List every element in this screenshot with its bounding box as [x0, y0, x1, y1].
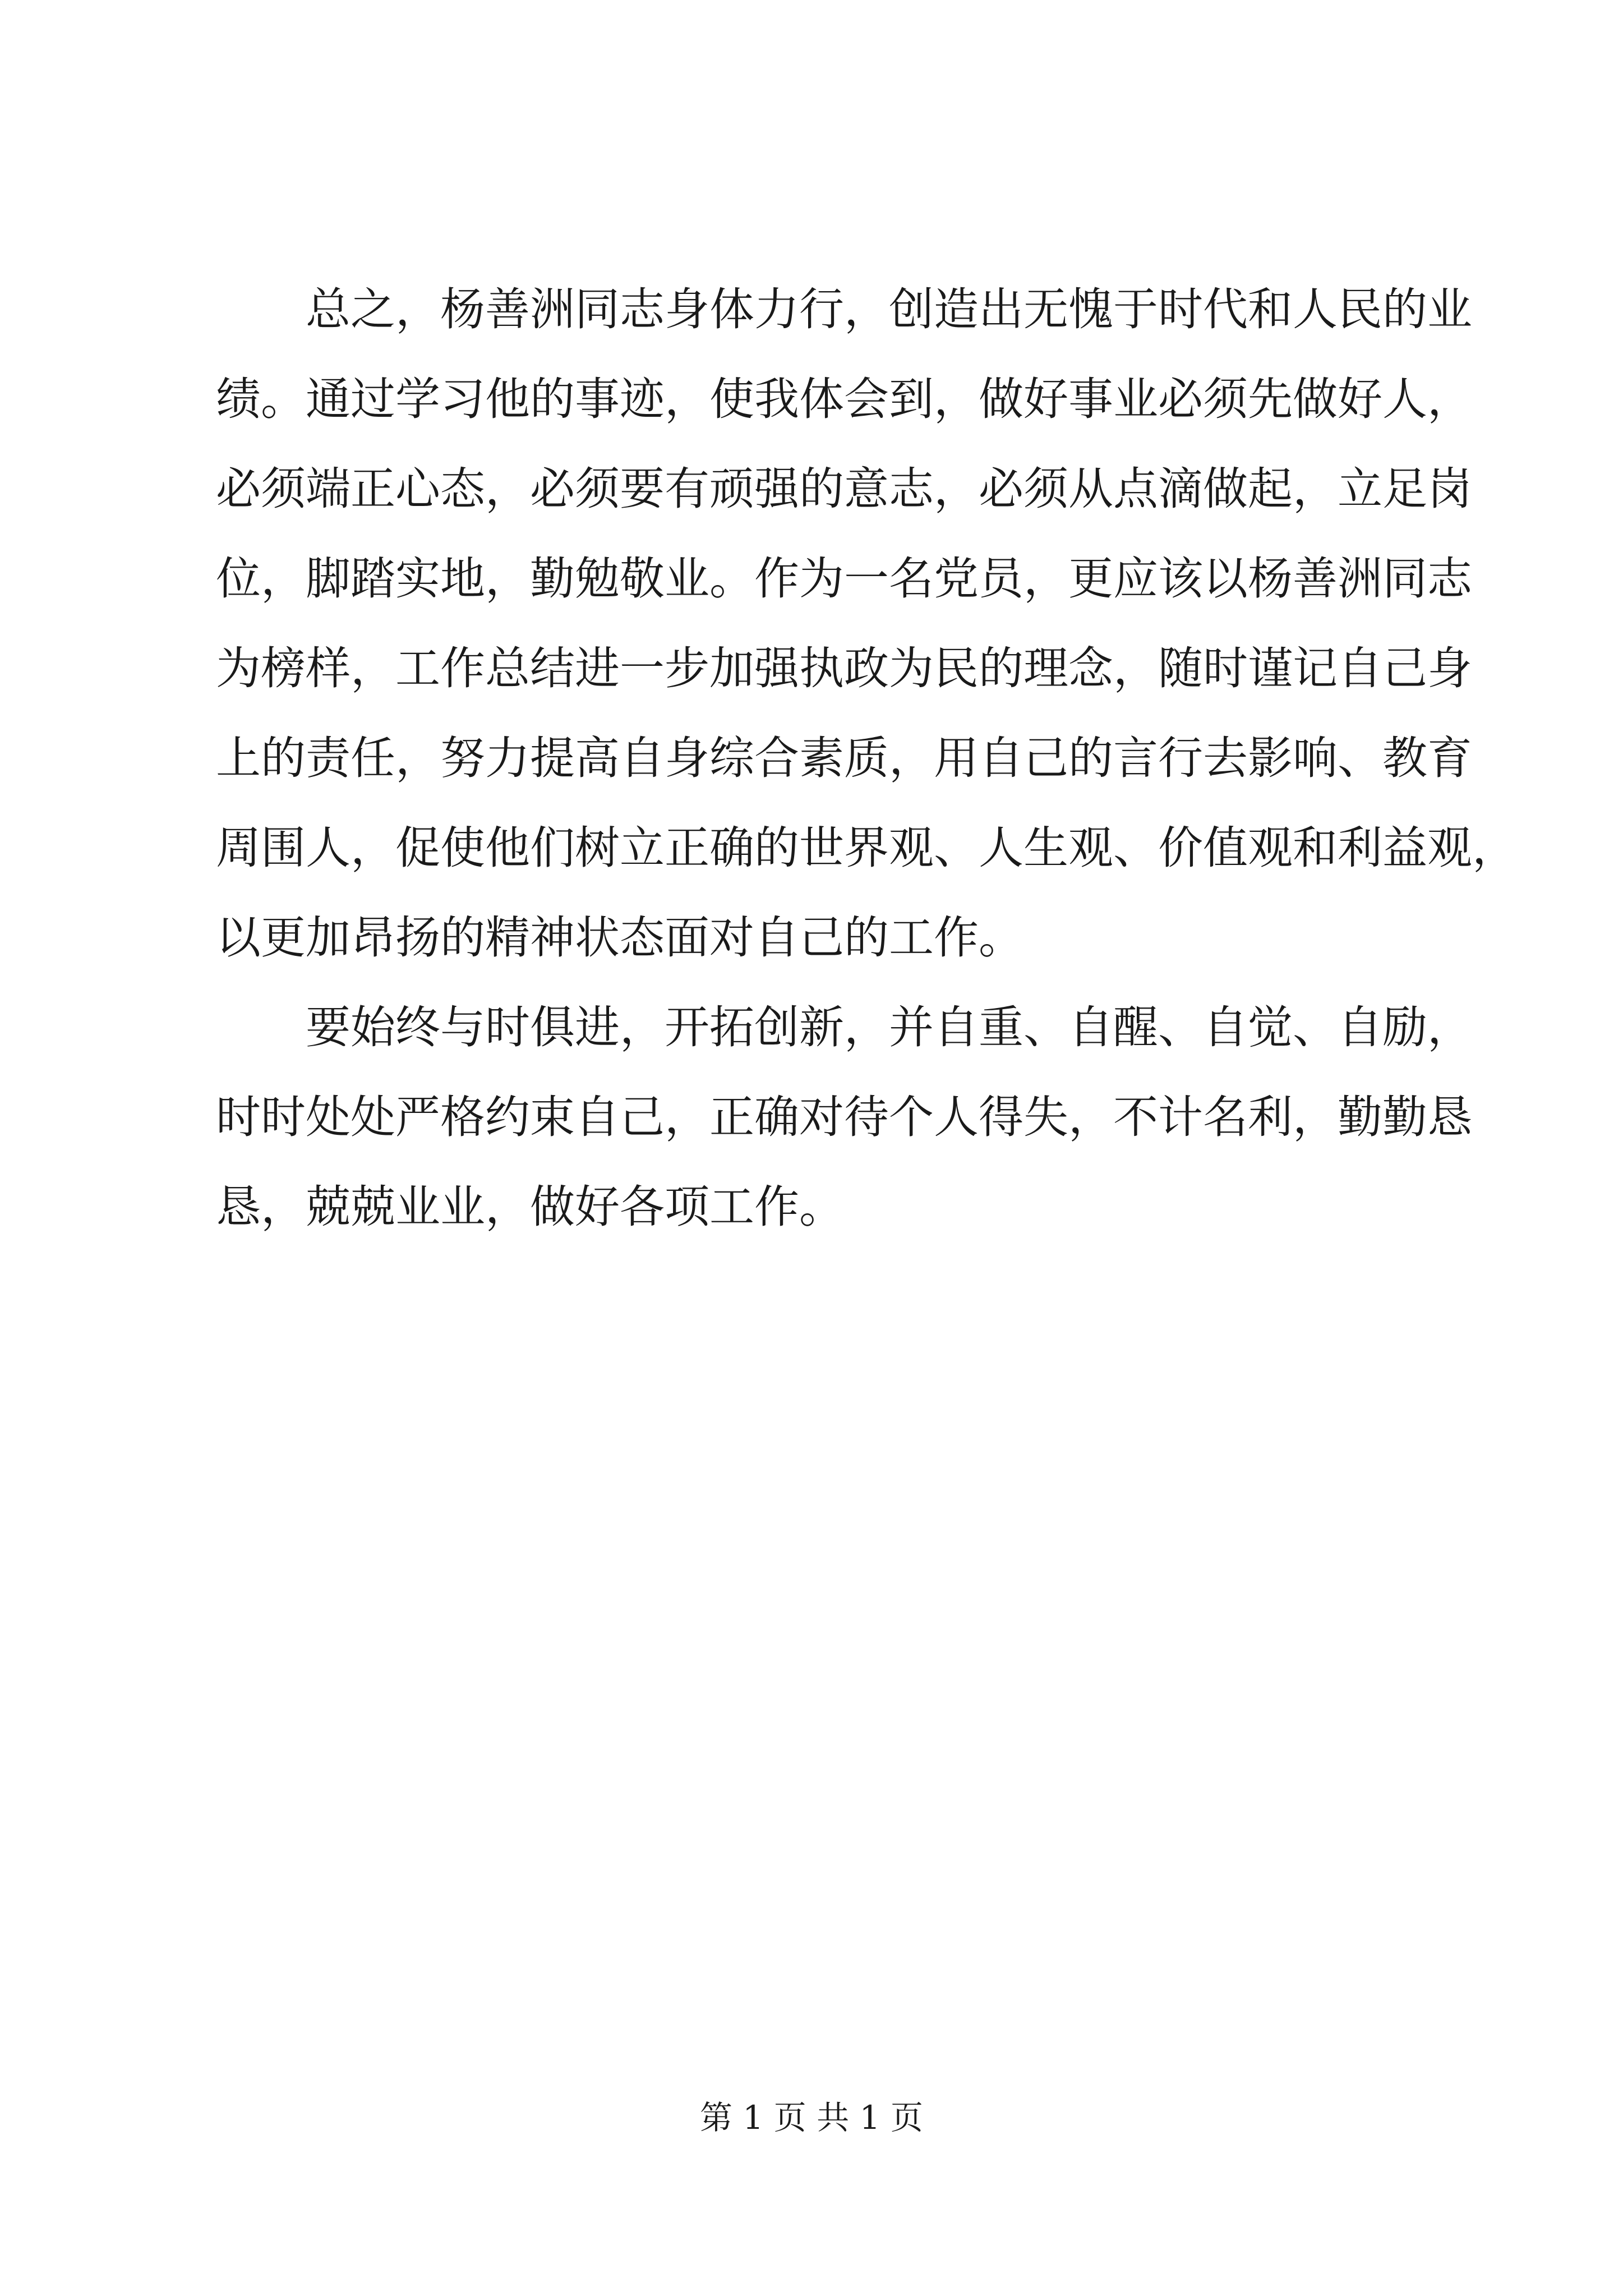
page-footer: 第 1 页 共 1 页 [700, 2099, 923, 2137]
paragraph-1-line-1: 总之，杨善洲同志身体力行，创造出无愧于时代和人民的业 [306, 283, 1472, 335]
paragraph-1-line-7: 周围人，促使他们树立正确的世界观、人生观、价值观和利益观， [216, 822, 1517, 874]
paragraph-2-line-3: 恳，兢兢业业，做好各项工作。 [216, 1181, 844, 1233]
paragraph-2-line-2: 时时处处严格约束自己，正确对待个人得失，不计名利，勤勤恳 [216, 1091, 1472, 1143]
paragraph-1 [216, 265, 1517, 983]
paragraph-2-line-1: 要始终与时俱进，开拓创新，并自重、自醒、自觉、自励， [306, 1001, 1472, 1053]
paragraph-1-line-8: 以更加昂扬的精神状态面对自己的工作。 [216, 912, 1023, 964]
paragraph-1-line-4: 位，脚踏实地，勤勉敬业。作为一名党员，更应该以杨善洲同志 [216, 553, 1472, 605]
paragraph-1-line-3: 必须端正心态，必须要有顽强的意志，必须从点滴做起，立足岗 [216, 463, 1472, 515]
document-body [216, 265, 1517, 1252]
paragraph-1-line-5: 为榜样，工作总结进一步加强执政为民的理念，随时谨记自己身 [216, 642, 1472, 694]
paragraph-1-line-6: 上的责任，努力提高自身综合素质，用自己的言行去影响、教育 [216, 732, 1472, 784]
paragraph-2 [216, 983, 1472, 1252]
paragraph-1-line-2: 绩。通过学习他的事迹，使我体会到，做好事业必须先做好人， [216, 373, 1472, 425]
